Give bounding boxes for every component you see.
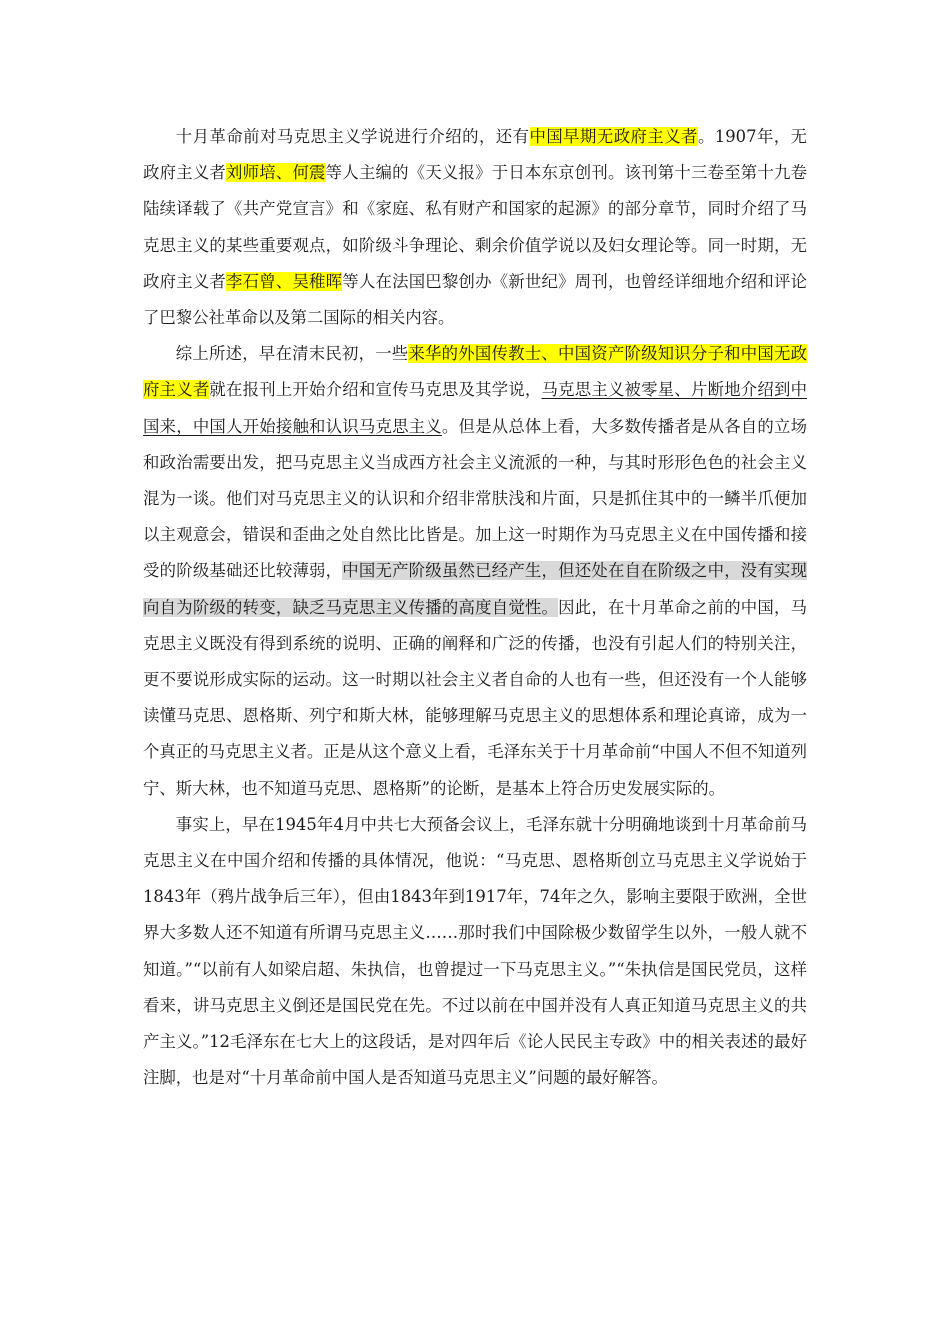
highlighted-text: 李石曾、吴稚晖 [226, 271, 343, 291]
text-segment: 综上所述，早在清末民初，一些 [175, 344, 409, 364]
underlined-text: 马克思主义被零星、片断地介绍到中国来，中国人开始接触和认识马克思主义 [143, 380, 808, 436]
paragraph-summary [143, 336, 807, 807]
text-segment: 等人在法国巴黎创办《新世纪》周刊，也曾经详细地介绍和评论了巴黎公社革命以及第二国际的相关内容。 [143, 271, 808, 328]
highlighted-text: 中国早期无政府主义者 [529, 127, 698, 146]
text-segment: 。但是从总体上看，大多数传播者是从各自的立场和政治需要出发，把马克思主义当成西方社会主义流派的一种，与其时形形色色的社会主义混为一谈。他们对马克思主义的认识和介绍非常肤浅和片面，只是抓住其中的一鳞半爪便加以主观意会，错误和歪曲之处自然比比皆是。加上这一时期作为马克思主义在中国传播和接受的阶级基础还比较薄弱， [143, 416, 808, 581]
paragraph-anarchists [143, 119, 807, 336]
text-segment: 就在报刊上开始介绍和宣传马克思及其学说， [209, 380, 542, 400]
document-page [143, 119, 807, 1096]
highlighted-text: 来华的外国传教士、中国资产阶级知识分子和中国无政府主义者 [143, 344, 808, 400]
gray-highlighted-text: 中国无产阶级虽然已经产生，但还处在自在阶级之中，没有实现向自为阶级的转变，缺乏马克思主义传播的高度自觉性。 [143, 561, 807, 617]
text-segment: 十月革命前对马克思主义学说进行介绍的，还有 [175, 127, 530, 146]
text-segment: 事实上，早在1945年4月中共七大预备会议上，毛泽东就十分明确地谈到十月革命前马克思主义在中国介绍和传播的具体情况，他说：“马克思、恩格斯创立马克思主义学说始于1843年（鸦片战争后三年），但由1843年到1917年，74年之久，影响主要限于欧洲，全世界大多数人还不知道有所谓马克思主义……那时我们中国除极少数留学生以外，一般人就不知道。”“以前有人如梁启超、朱执信，也曾提过一下马克思主义。”“朱执信是国民党员，这样看来，讲马克思主义倒还是国民党在先。不过以前在中国并没有人真正知道马克思主义的共产主义。”12毛泽东在七大上的这段话，是对四年后《论人民民主专政》中的相关表述的最好注脚，也是对“十月革命前中国人是否知道马克思主义”问题的最好解答。 [143, 814, 807, 1088]
text-segment: 。1907年，无政府主义者 [143, 127, 808, 183]
paragraph-mao-quote [143, 807, 807, 1097]
highlighted-text: 刘师培、何震 [226, 163, 326, 183]
text-segment: 等人主编的《天义报》于日本东京创刊。该刊第十三卷至第十九卷陆续译载了《共产党宣言》和《家庭、私有财产和国家的起源》的部分章节，同时介绍了马克思主义的某些重要观点，如阶级斗争理论、剩余价值学说以及妇女理论等。同一时期，无政府主义者 [143, 163, 808, 291]
text-segment: 因此，在十月革命之前的中国，马克思主义既没有得到系统的说明、正确的阐释和广泛的传播，也没有引起人们的特别关注，更不要说形成实际的运动。这一时期以社会主义者自命的人也有一些，但还没有一个人能够读懂马克思、恩格斯、列宁和斯大林，能够理解马克思主义的思想体系和理论真谛，成为一个真正的马克思主义者。正是从这个意义上看，毛泽东关于十月革命前“中国人不但不知道列宁、斯大林，也不知道马克思、恩格斯”的论断，是基本上符合历史发展实际的。 [143, 597, 808, 798]
